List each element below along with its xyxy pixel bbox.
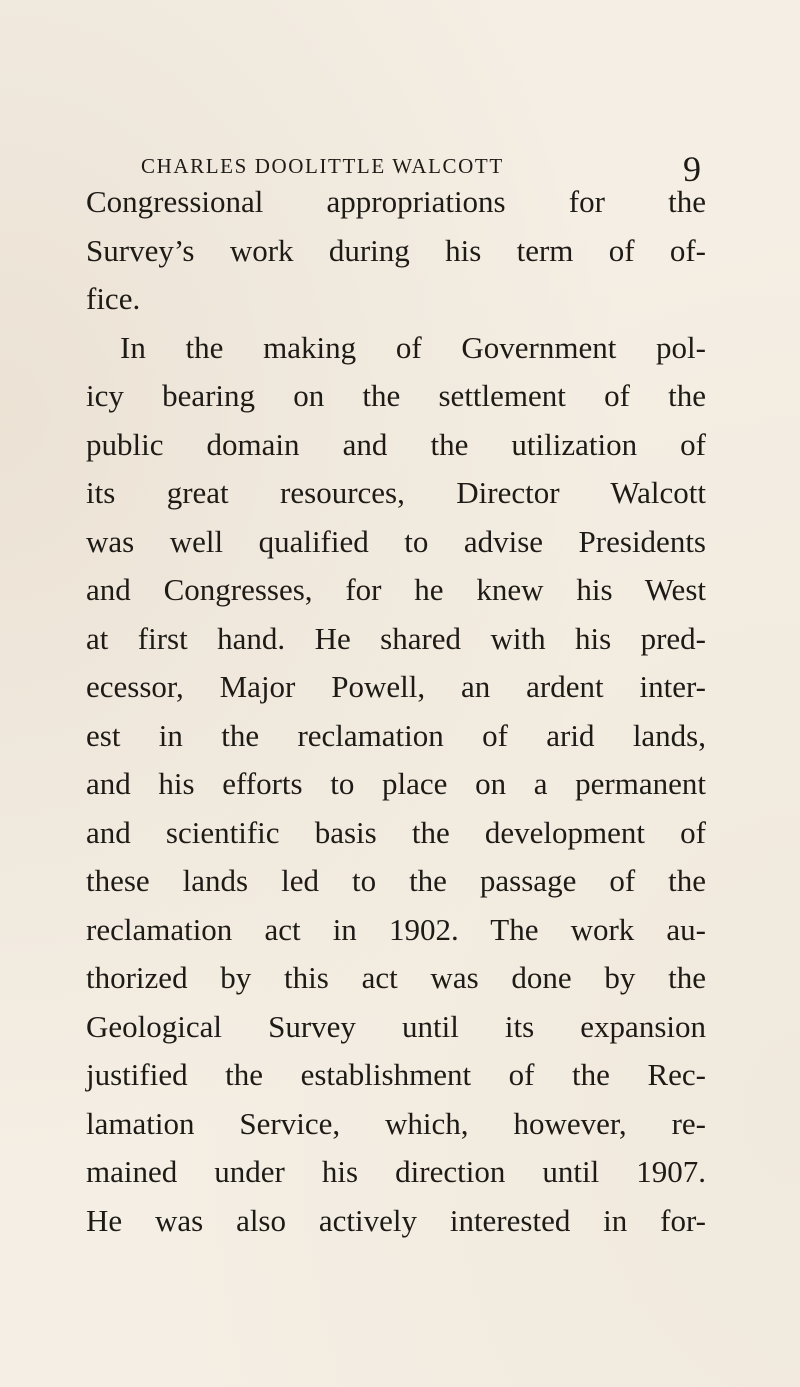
page-number: 9: [683, 149, 701, 189]
text-line: reclamation act in 1902. The work au-: [86, 911, 706, 947]
text-line: thorized by this act was done by the: [86, 960, 706, 995]
text-line: He was also actively interested in for-: [86, 1202, 706, 1238]
running-head: [141, 140, 701, 189]
text-line: icy bearing on the settlement of the: [86, 378, 706, 413]
running-title: CHARLES DOOLITTLE WALCOTT: [141, 154, 504, 178]
text-line: and scientific basis the development of: [86, 814, 706, 850]
text-line: Congressional appropriations for the: [86, 184, 706, 219]
text-line: mained under his direction until 1907.: [86, 1154, 706, 1189]
text-line: In the making of Government pol-: [120, 329, 706, 365]
text-line: ecessor, Major Powell, an ardent inter-: [86, 669, 706, 704]
text-line: justified the establishment of the Rec-: [86, 1057, 706, 1092]
text-line: its great resources, Director Walcott: [86, 475, 706, 510]
text-line: fice.: [86, 281, 141, 316]
body-text: [86, 178, 706, 1245]
text-line: and his efforts to place on a permanent: [86, 766, 706, 801]
text-line: est in the reclamation of arid lands,: [86, 717, 706, 753]
text-line: and Congresses, for he knew his West: [86, 572, 706, 607]
text-line: lamation Service, which, however, re-: [86, 1105, 706, 1141]
text-line: was well qualified to advise Presidents: [86, 523, 706, 559]
text-line: public domain and the utilization of: [86, 426, 706, 462]
text-line: these lands led to the passage of the: [86, 863, 706, 898]
text-line: at first hand. He shared with his pred-: [86, 620, 706, 656]
text-line: Geological Survey until its expansion: [86, 1008, 706, 1044]
text-line: Survey’s work during his term of of-: [86, 232, 706, 268]
